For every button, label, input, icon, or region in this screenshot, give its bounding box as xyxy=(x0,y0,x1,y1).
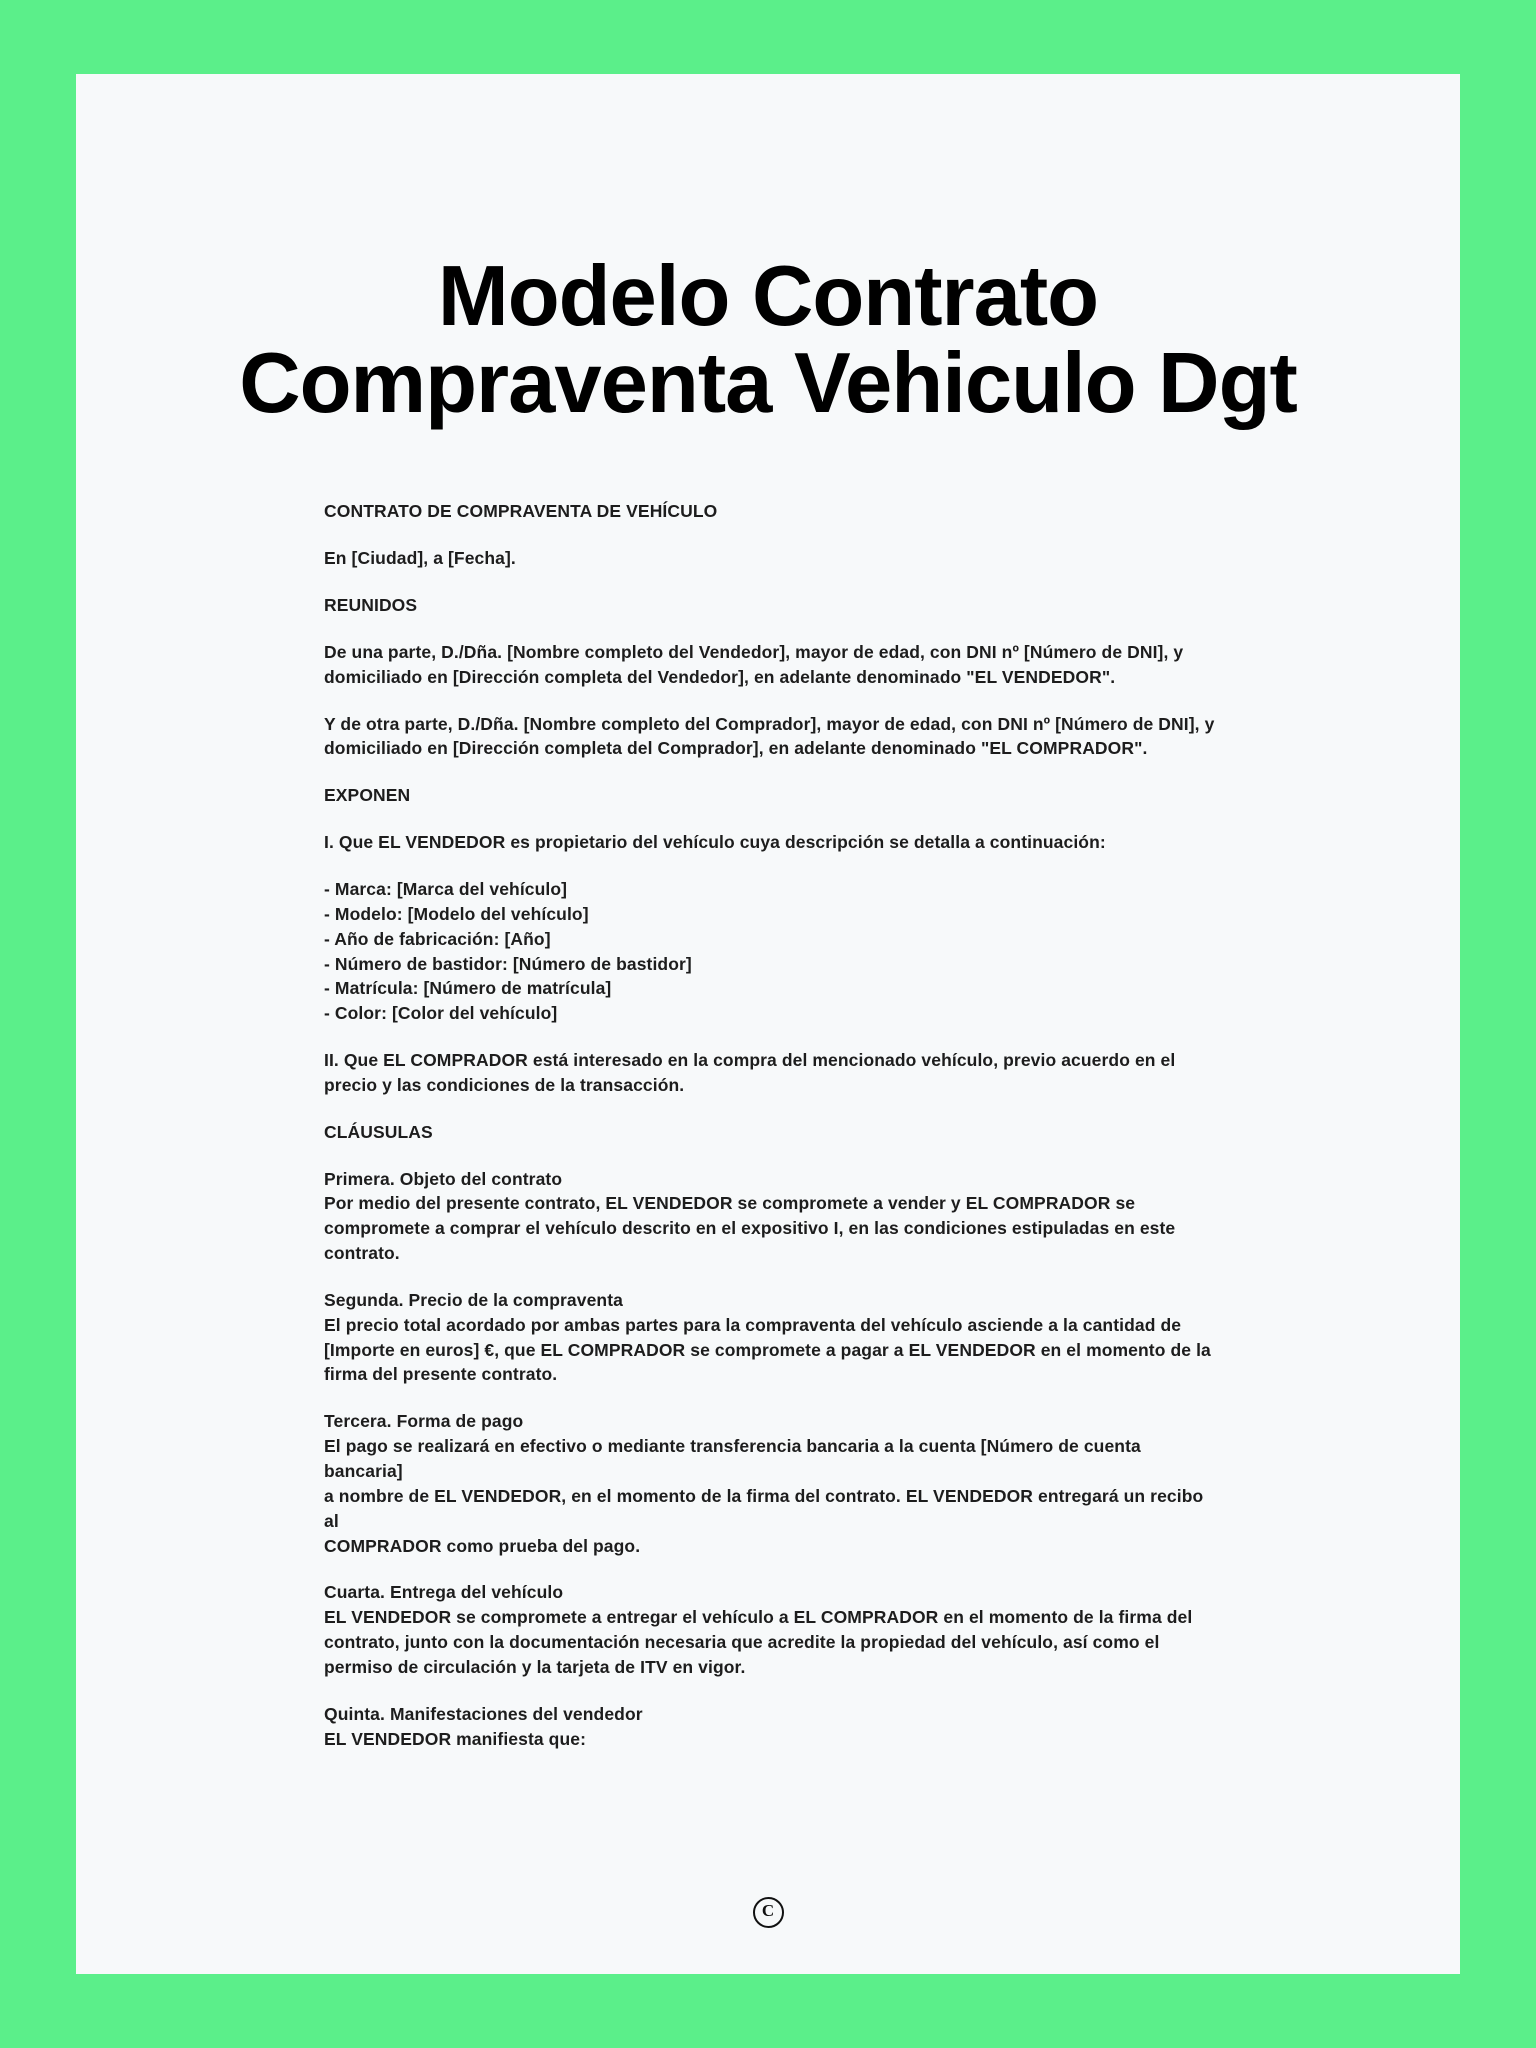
text-line: Primera. Objeto del contrato xyxy=(324,1168,563,1189)
text-line: Segunda. Precio de la compraventa xyxy=(324,1289,623,1310)
text-line: EL VENDEDOR manifiesta que: xyxy=(324,1728,587,1749)
text-line: COMPRADOR como prueba del pago. xyxy=(324,1535,641,1556)
text-line: En [Ciudad], a [Fecha]. xyxy=(324,548,516,569)
text-line: Tercera. Forma de pago xyxy=(324,1411,524,1432)
text-line: permiso de circulación y la tarjeta de ITV en vigor. xyxy=(324,1656,746,1677)
text-line: firma del presente contrato. xyxy=(324,1364,558,1385)
text-line: - Año de fabricación: [Año] xyxy=(324,928,551,949)
page-title-line-1: Modelo Contrato xyxy=(437,249,1099,344)
copyright-icon: C xyxy=(753,1897,784,1928)
text-line: II. Que EL COMPRADOR está interesado en la compra del mencionado vehículo, previo acuerdo en el xyxy=(324,1050,1176,1071)
text-line: domiciliado en [Dirección completa del Comprador], en adelante denominado "EL COMPRADOR". xyxy=(324,738,1148,759)
text-line: - Número de bastidor: [Número de bastidor] xyxy=(324,953,692,974)
page-title xyxy=(76,74,1460,431)
paragraph-heading-reunidos xyxy=(324,593,1215,618)
paragraph-parte-comprador xyxy=(324,712,1215,762)
paragraph-lugar-fecha xyxy=(324,546,1215,571)
paragraph-clausula-quinta xyxy=(324,1702,1215,1752)
document-page xyxy=(76,74,1460,1974)
text-line: a nombre de EL VENDEDOR, en el momento de la firma del contrato. EL VENDEDOR entregará un recibo al xyxy=(324,1485,1204,1531)
text-line: - Matrícula: [Número de matrícula] xyxy=(324,978,612,999)
text-line: - Modelo: [Modelo del vehículo] xyxy=(324,903,589,924)
text-line: EL VENDEDOR se compromete a entregar el vehículo a EL COMPRADOR en el momento de la firma del xyxy=(324,1607,1193,1628)
paragraph-heading-exponen xyxy=(324,783,1215,808)
text-line: Cuarta. Entrega del vehículo xyxy=(324,1582,564,1603)
text-line: Y de otra parte, D./Dña. [Nombre completo del Comprador], mayor de edad, con DNI nº [Número de DNI], y xyxy=(324,713,1215,734)
text-line: contrato, junto con la documentación necesaria que acredite la propiedad del vehículo, así como el xyxy=(324,1632,1160,1653)
paragraph-clausula-cuarta xyxy=(324,1580,1215,1679)
text-line: El pago se realizará en efectivo o mediante transferencia bancaria a la cuenta [Número de cuenta bancaria] xyxy=(324,1436,1141,1481)
text-line: Quinta. Manifestaciones del vendedor xyxy=(324,1703,643,1724)
text-line: - Marca: [Marca del vehículo] xyxy=(324,878,568,899)
paragraph-clausula-segunda xyxy=(324,1288,1215,1387)
paragraph-expositivo-ii xyxy=(324,1048,1215,1098)
text-line: EXPONEN xyxy=(324,785,411,806)
text-line: De una parte, D./Dña. [Nombre completo del Vendedor], mayor de edad, con DNI nº [Número de DNI], y xyxy=(324,641,1184,662)
document-body xyxy=(76,427,1460,1751)
page-title-line-2: Compraventa Vehiculo Dgt xyxy=(239,335,1297,431)
text-line: Por medio del presente contrato, EL VENDEDOR se compromete a vender y EL COMPRADOR se xyxy=(324,1193,1136,1214)
text-line: El precio total acordado por ambas partes para la compraventa del vehículo asciende a la cantidad de xyxy=(324,1314,1182,1335)
text-line: contrato. xyxy=(324,1243,400,1264)
text-line: [Importe en euros] €, que EL COMPRADOR se compromete a pagar a EL VENDEDOR en el momento de la xyxy=(324,1339,1211,1360)
text-line: compromete a comprar el vehículo descrito en el expositivo I, en las condiciones estipuladas en este xyxy=(324,1218,1176,1239)
paragraph-parte-vendedor xyxy=(324,640,1215,690)
text-line: CONTRATO DE COMPRAVENTA DE VEHÍCULO xyxy=(324,501,718,522)
text-line: CLÁUSULAS xyxy=(324,1121,433,1142)
document-footer xyxy=(76,1897,1460,1928)
paragraph-clausula-primera xyxy=(324,1167,1215,1266)
paragraph-datos-vehiculo xyxy=(324,877,1215,1026)
text-line: precio y las condiciones de la transacción. xyxy=(324,1074,685,1095)
paragraph-heading-contrato xyxy=(324,499,1215,524)
paragraph-heading-clausulas xyxy=(324,1120,1215,1145)
text-line: I. Que EL VENDEDOR es propietario del vehículo cuya descripción se detalla a continuación: xyxy=(324,832,1106,853)
text-line: - Color: [Color del vehículo] xyxy=(324,1003,558,1024)
paragraph-clausula-tercera xyxy=(324,1409,1215,1558)
text-line: REUNIDOS xyxy=(324,595,418,616)
text-line: domiciliado en [Dirección completa del Vendedor], en adelante denominado "EL VENDEDOR". xyxy=(324,666,1116,687)
paragraph-expositivo-i xyxy=(324,830,1215,855)
